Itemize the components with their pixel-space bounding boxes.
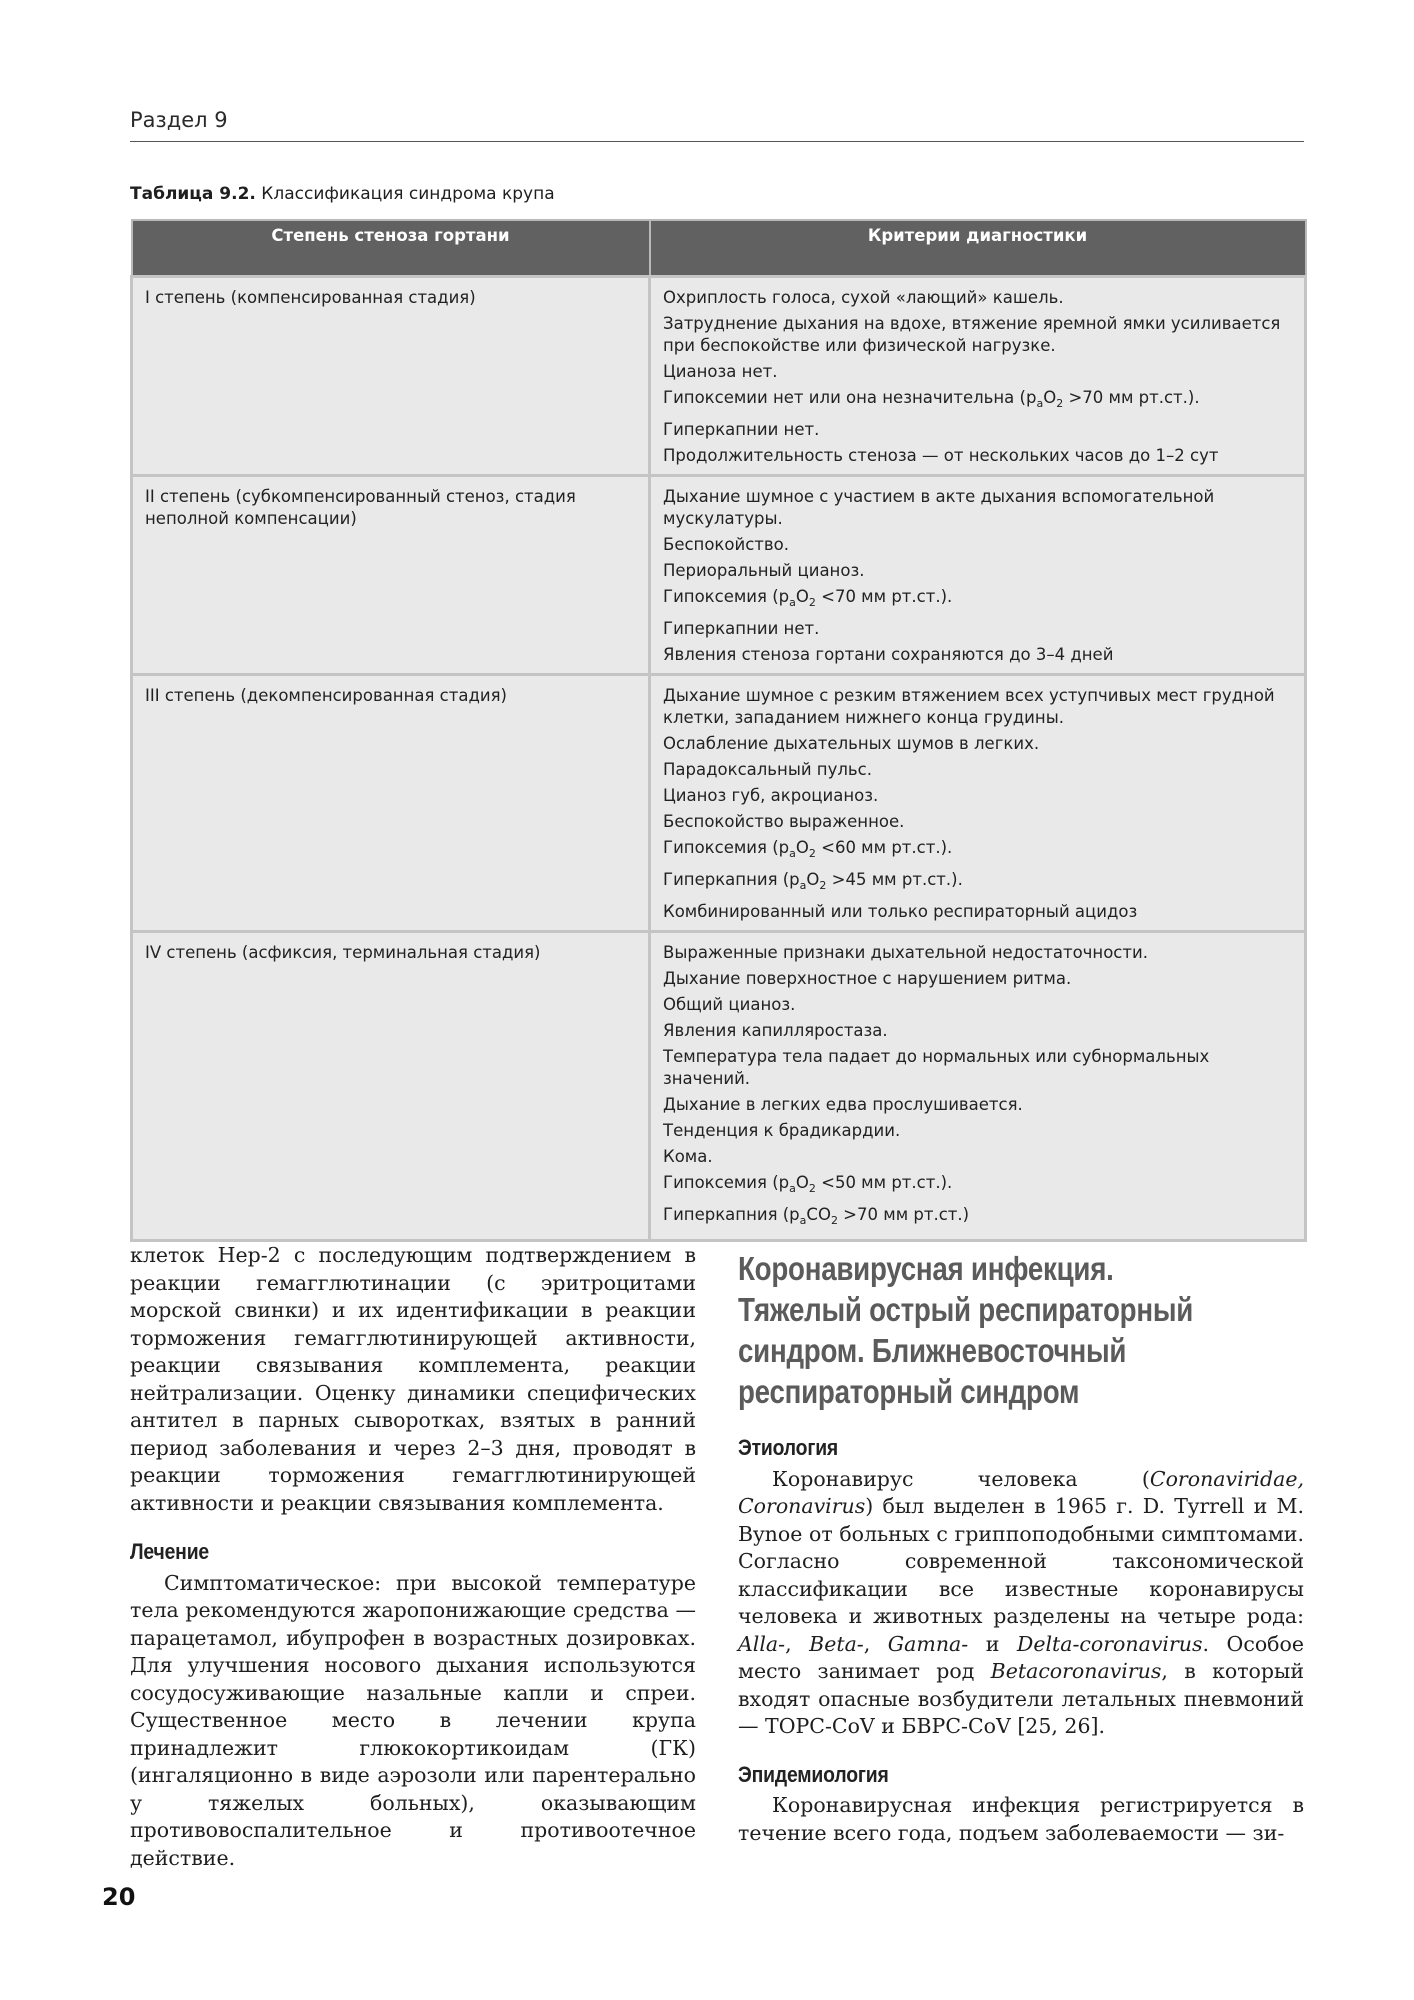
taxon-name: Beta- — [809, 1631, 864, 1656]
subscript: 2 — [819, 878, 827, 892]
criteria-text: O — [806, 869, 820, 889]
criteria-text: Температура тела падает до нормальных или субнормальных значений. — [663, 1046, 1210, 1088]
header-cell-stenosis-degree: Степень стеноза гортани — [132, 220, 650, 276]
table-caption-text: Классификация синдрома крупа — [255, 184, 555, 204]
etiology-text: ) был выделен в 1965 г. D. Tyrrell и M. Bynoe от больных с гриппоподобными симптомами. Согласно современной таксономической классификации все известные коронавирусы человека и животных разделены на четыре рода: — [738, 1494, 1304, 1628]
criteria-text: <70 мм рт.ст.). — [815, 586, 953, 606]
subscript: a — [799, 1213, 807, 1227]
left-column — [130, 1242, 696, 1872]
epidemiology-paragraph: Коронавирусная инфекция регистрируется в течение всего года, подъем заболеваемости — зи- — [738, 1793, 1304, 1845]
criteria-line — [663, 387, 1292, 415]
criteria-cell — [650, 674, 1306, 931]
criteria-text: Беспокойство. — [663, 534, 789, 554]
subscript: 2 — [808, 846, 816, 860]
table-caption-label: Таблица 9.2. — [130, 184, 256, 204]
subscript: 2 — [808, 1181, 816, 1195]
table-row — [132, 276, 1306, 475]
criteria-text: Гипоксемия (p — [663, 837, 790, 857]
criteria-line — [663, 942, 1292, 964]
criteria-text: Гиперкапнии нет. — [663, 618, 820, 638]
criteria-line — [663, 644, 1292, 666]
criteria-text: Дыхание в легких едва прослушивается. — [663, 1094, 1023, 1114]
criteria-text: Явления стеноза гортани сохраняются до 3–4 дней — [663, 644, 1114, 664]
criteria-text: Ослабление дыхательных шумов в легких. — [663, 733, 1040, 753]
criteria-line — [663, 759, 1292, 781]
criteria-line — [663, 1020, 1292, 1042]
criteria-text: CO — [806, 1204, 831, 1224]
criteria-line — [663, 534, 1292, 556]
taxon-name: Coronaviridae, Coronavirus — [738, 1466, 1304, 1518]
criteria-line — [663, 419, 1292, 441]
table-row — [132, 674, 1306, 931]
stage-cell: III степень (декомпенсированная стадия) — [132, 674, 650, 931]
criteria-line — [663, 1172, 1292, 1200]
criteria-text: Гипоксемии нет или она незначительна (p — [663, 387, 1037, 407]
subscript: 2 — [1056, 396, 1064, 410]
criteria-line — [663, 287, 1292, 309]
taxon-name: Alla- — [738, 1631, 786, 1656]
criteria-text: Гипоксемия (p — [663, 1172, 790, 1192]
criteria-line — [663, 1094, 1292, 1116]
criteria-text: Парадоксальный пульс. — [663, 759, 872, 779]
stage-cell: IV степень (асфиксия, терминальная стадия) — [132, 931, 650, 1240]
criteria-line — [663, 837, 1292, 865]
criteria-line — [663, 313, 1292, 357]
criteria-text: Гиперкапния (p — [663, 869, 800, 889]
criteria-text: Тенденция к брадикардии. — [663, 1120, 901, 1140]
page-number: 20 — [102, 1883, 136, 1911]
criteria-line — [663, 968, 1292, 990]
section-title: Коронавирусная инфекция. Тяжелый острый респираторный синдром. Ближневосточный респираторный синдром — [738, 1250, 1194, 1410]
taxon-name: Gamna- — [887, 1631, 969, 1656]
criteria-text: <60 мм рт.ст.). — [815, 837, 953, 857]
criteria-text: >45 мм рт.ст.). — [826, 869, 963, 889]
subscript: 2 — [830, 1213, 838, 1227]
table-row — [132, 475, 1306, 674]
criteria-text: Дыхание шумное с резким втяжением всех уступчивых мест грудной клетки, западанием нижнего конца грудины. — [663, 685, 1275, 727]
subscript: a — [1036, 396, 1044, 410]
criteria-cell — [650, 475, 1306, 674]
etiology-text: и — [968, 1631, 1017, 1656]
etiology-text: , — [785, 1631, 810, 1656]
criteria-line — [663, 785, 1292, 807]
taxon-name: Betacoronavirus — [990, 1659, 1162, 1683]
criteria-line — [663, 733, 1292, 755]
header-rule — [130, 141, 1304, 142]
etiology-text: , в который входят опасные возбудители летальных пневмоний — ТОРС-CoV и БВРС-CoV [25, 26]. — [738, 1659, 1305, 1738]
criteria-text: Дыхание поверхностное с нарушением ритма. — [663, 968, 1072, 988]
criteria-text: Продолжительность стеноза — от нескольких часов до 1–2 сут — [663, 445, 1219, 465]
criteria-text: >70 мм рт.ст.). — [1063, 387, 1200, 407]
table-row — [132, 931, 1306, 1240]
etiology-text: . Особое место занимает род — [738, 1631, 1304, 1683]
criteria-line — [663, 1146, 1292, 1168]
etiology-text: Коронавирус человека ( — [772, 1466, 1150, 1491]
criteria-line — [663, 1120, 1292, 1142]
criteria-line — [663, 560, 1292, 582]
criteria-line — [663, 685, 1292, 729]
criteria-line — [663, 901, 1292, 923]
etiology-text: , — [863, 1631, 888, 1656]
criteria-cell — [650, 931, 1306, 1240]
criteria-line — [663, 486, 1292, 530]
criteria-line — [663, 994, 1292, 1016]
criteria-cell — [650, 276, 1306, 475]
criteria-text: Гиперкапния (p — [663, 1204, 800, 1224]
stage-cell: I степень (компенсированная стадия) — [132, 276, 650, 475]
running-header: Раздел 9 — [130, 108, 228, 132]
criteria-text: Периоральный цианоз. — [663, 560, 865, 580]
criteria-text: O — [795, 1172, 809, 1192]
table-caption — [130, 184, 555, 204]
subscript: a — [789, 1181, 796, 1195]
header-cell-diagnostic-criteria: Критерии диагностики — [650, 220, 1306, 276]
criteria-line — [663, 1204, 1292, 1232]
criteria-text: Гипоксемия (p — [663, 586, 790, 606]
stage-cell: II степень (субкомпенсированный стеноз, стадия неполной компенсации) — [132, 475, 650, 674]
taxon-name: Delta-coronavirus — [1016, 1631, 1203, 1656]
table-body — [132, 276, 1306, 1240]
criteria-text: O — [795, 586, 809, 606]
criteria-text: Кома. — [663, 1146, 713, 1166]
criteria-text: Выраженные признаки дыхательной недостаточности. — [663, 942, 1148, 962]
criteria-line — [663, 586, 1292, 614]
subscript: a — [789, 595, 796, 609]
criteria-text: Общий цианоз. — [663, 994, 796, 1014]
etiology-heading: Этиология — [738, 1435, 839, 1460]
criteria-line — [663, 618, 1292, 640]
subscript: a — [799, 878, 807, 892]
subscript: a — [789, 846, 796, 860]
table-header-row — [132, 220, 1306, 276]
criteria-text: Затруднение дыхания на вдохе, втяжение яремной ямки усиливается при беспокойстве или физической нагрузке. — [663, 313, 1281, 355]
subscript: 2 — [808, 595, 816, 609]
croup-classification-table — [130, 219, 1307, 1242]
criteria-line — [663, 361, 1292, 383]
criteria-text: <50 мм рт.ст.). — [815, 1172, 953, 1192]
criteria-text: Дыхание шумное с участием в акте дыхания вспомогательной мускулатуры. — [663, 486, 1215, 528]
treatment-heading: Лечение — [130, 1539, 210, 1564]
criteria-text: O — [1043, 387, 1057, 407]
criteria-text: Цианоза нет. — [663, 361, 778, 381]
criteria-text: O — [795, 837, 809, 857]
criteria-text: Беспокойство выраженное. — [663, 811, 905, 831]
criteria-text: Гиперкапнии нет. — [663, 419, 820, 439]
criteria-line — [663, 811, 1292, 833]
epidemiology-heading: Эпидемиология — [738, 1761, 889, 1787]
criteria-line — [663, 1046, 1292, 1090]
criteria-text: Явления капилляростаза. — [663, 1020, 888, 1040]
criteria-line — [663, 869, 1292, 897]
right-column — [738, 1248, 1304, 1847]
etiology-paragraph — [738, 1466, 1304, 1741]
criteria-line — [663, 445, 1292, 467]
criteria-text: >70 мм рт.ст.) — [837, 1204, 970, 1224]
criteria-text: Охриплость голоса, сухой «лающий» кашель. — [663, 287, 1064, 307]
criteria-text: Комбинированный или только респираторный ацидоз — [663, 901, 1138, 921]
criteria-text: Цианоз губ, акроцианоз. — [663, 785, 879, 805]
continuation-paragraph: клеток Hep-2 с последующим подтверждением в реакции гемагглютинации (с эритроцитами морской свинки) и их идентификации в реакции торможения гемагглютинирующей активности, реакции связывания комплемента, реакции нейтрализации. Оценку динамики специфических антител в парных сыворотках, взятых в ранний период заболевания и через 2–3 дня, проводят в реакции торможения гемагглютинирующей активности и реакции связывания комплемента. — [130, 1243, 696, 1515]
treatment-paragraph: Симптоматическое: при высокой температуре тела рекомендуются жаропонижающие средства — парацетамол, ибупрофен в возрастных дозировках. Для улучшения носового дыхания используются сосудосуживающие назальные капли и спреи. Существенное место в лечении крупа принадлежит глюкокортикоидам (ГК) (ингаляционно в виде аэрозоли или парентерально у тяжелых больных), оказывающим противовоспалительное и противоотечное действие. — [130, 1570, 696, 1870]
